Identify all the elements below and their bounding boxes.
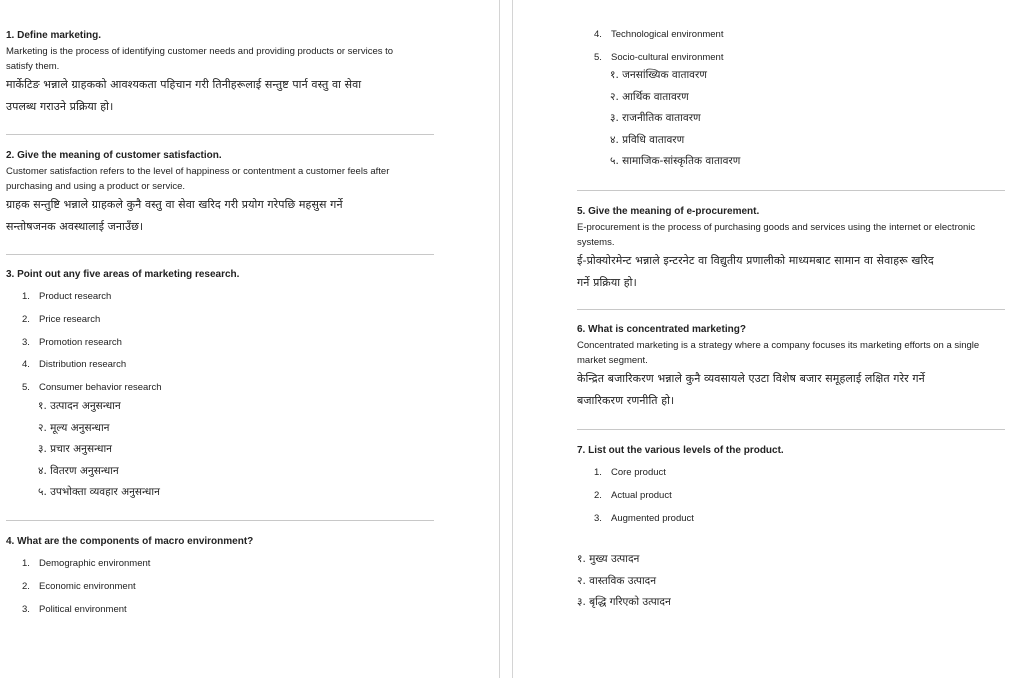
section-divider	[6, 520, 434, 521]
answer-list-nepali	[610, 65, 740, 173]
answer-list-nepali	[38, 396, 160, 504]
list-item: 5. Socio-cultural environment	[594, 51, 724, 63]
answer-nepali	[577, 250, 1007, 294]
answer-nepali	[6, 74, 434, 118]
list-item: ३. बृद्धि गरिएको उत्पादन	[577, 596, 671, 608]
question-4	[6, 535, 434, 548]
section-divider	[6, 134, 434, 135]
list-item: २. वास्तविक उत्पादन	[577, 574, 657, 587]
list-item: 1. Demographic environment	[22, 558, 151, 569]
answer-line: मार्केटिङ भन्नाले ग्राहकको आवश्यकता पहिचान गरी तिनीहरूलाई सन्तुष्ट पार्न वस्तु वा सेवा	[6, 78, 362, 91]
answer-line: केन्द्रित बजारिकरण भन्नाले कुनै व्यवसायले एउटा विशेष बजार समूहलाई लक्षित गरेर गर्ने	[577, 372, 925, 385]
question-3	[6, 268, 434, 281]
section-divider	[577, 190, 1005, 191]
question-title: 2. Give the meaning of customer satisfaction.	[6, 150, 222, 161]
answer-english	[6, 44, 434, 74]
left-page	[0, 0, 500, 678]
list-item: ३. प्रचार अनुसन्धान	[38, 443, 112, 455]
answer-line: satisfy them.	[6, 61, 60, 72]
answer-line: systems.	[577, 237, 615, 248]
answer-list-english	[594, 462, 694, 530]
list-item: ४. वितरण अनुसन्धान	[38, 464, 119, 477]
list-item: 4. Technological environment	[594, 29, 724, 40]
answer-line: ग्राहक सन्तुष्टि भन्नाले ग्राहकले कुनै वस्तु वा सेवा खरिद गरी प्रयोग गरेपछि महसुस गर्ने	[6, 198, 343, 211]
right-page	[512, 0, 1024, 678]
list-item: 2. Economic environment	[22, 580, 136, 592]
question-title: 1. Define marketing.	[6, 30, 102, 41]
answer-line: सन्तोषजनक अवस्थालाई जनाउँछ।	[6, 220, 144, 233]
answer-line: Customer satisfaction refers to the level of happiness or contentment a customer feels after	[6, 166, 390, 177]
list-item: १. जनसांख्यिक वातावरण	[610, 69, 707, 81]
answer-english	[577, 220, 1007, 250]
answer-line: Marketing is the process of identifying customer needs and providing products or services to	[6, 46, 394, 57]
list-item: १. उत्पादन अनुसन्धान	[38, 400, 121, 412]
list-item: 4. Distribution research	[22, 359, 127, 371]
list-item: 3. Promotion research	[22, 336, 122, 348]
list-item: २. मूल्य अनुसन्धान	[38, 421, 110, 434]
answer-list-english	[22, 286, 162, 400]
answer-line: E-procurement is the process of purchasing goods and services using the internet or electronic	[577, 222, 976, 233]
answer-list-nepali	[577, 549, 671, 614]
list-item: १. मुख्य उत्पादन	[577, 553, 640, 565]
question-title: 5. Give the meaning of e-procurement.	[577, 206, 760, 217]
question-title: 6. What is concentrated marketing?	[577, 324, 746, 335]
answer-line: उपलब्ध गराउने प्रक्रिया हो।	[6, 100, 114, 113]
answer-line: Concentrated marketing is a strategy where a company focuses its marketing efforts on a single	[577, 340, 980, 351]
answer-english	[6, 164, 434, 194]
list-item: 5. Consumer behavior research	[22, 382, 162, 394]
question-7	[577, 444, 1007, 457]
answer-nepali	[6, 194, 434, 238]
answer-english	[577, 338, 1007, 368]
list-item: 1. Core product	[594, 467, 666, 478]
list-item: 3. Augmented product	[594, 512, 694, 524]
section-divider	[577, 309, 1005, 310]
question-2	[6, 149, 434, 238]
question-title: 7. List out the various levels of the product.	[577, 445, 784, 456]
section-divider	[6, 254, 434, 255]
list-item: 1. Product research	[22, 291, 112, 302]
list-item: 2. Price research	[22, 313, 101, 325]
answer-list-english	[594, 24, 723, 70]
list-item: ५. सामाजिक-सांस्कृतिक वातावरण	[610, 155, 741, 167]
list-item: 2. Actual product	[594, 489, 672, 501]
question-title: 3. Point out any five areas of marketing research.	[6, 269, 240, 280]
list-item: ४. प्रविधि वातावरण	[610, 133, 685, 146]
question-title: 4. What are the components of macro environment?	[6, 536, 254, 547]
answer-line: market segment.	[577, 355, 648, 366]
list-item: 3. Political environment	[22, 603, 127, 615]
answer-nepali	[577, 368, 1007, 412]
question-6	[577, 323, 1007, 412]
answer-list-english	[22, 553, 150, 621]
answer-line: purchasing and using a product or service.	[6, 181, 186, 192]
answer-line: गर्ने प्रक्रिया हो।	[577, 276, 637, 289]
question-5	[577, 205, 1007, 294]
list-item: २. आर्थिक वातावरण	[610, 90, 689, 103]
answer-line: ई-प्रोक्योरमेन्ट भन्नाले इन्टरनेट वा विद्युतीय प्रणालीको माध्यमबाट सामान वा सेवाहरू खरिद	[577, 254, 934, 267]
list-item: ३. राजनीतिक वातावरण	[610, 112, 701, 124]
section-divider	[577, 429, 1005, 430]
list-item: ५. उपभोक्ता व्यवहार अनुसन्धान	[38, 486, 160, 498]
answer-line: बजारिकरण रणनीति हो।	[577, 394, 675, 407]
question-1	[6, 29, 434, 118]
